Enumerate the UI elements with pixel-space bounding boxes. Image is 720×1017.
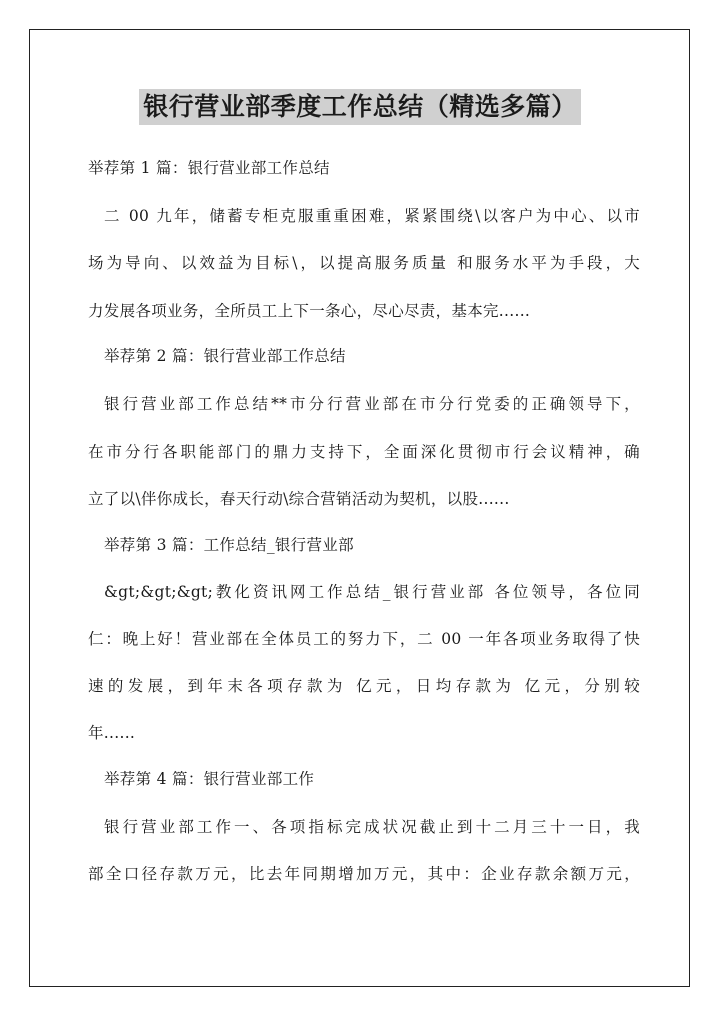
title-block (0, 89, 720, 125)
document-title: 银行营业部季度工作总结（精选多篇） (139, 89, 581, 125)
section-heading-4: 举荐第 4 篇：银行营业部工作 (104, 770, 315, 788)
paragraph-line: 场为导向、以效益为目标\，以提高服务质量 和服务水平为手段，大 (88, 254, 640, 272)
paragraph-line: 在市分行各职能部门的鼎力支持下，全面深化贯彻市行会议精神，确 (88, 443, 640, 461)
paragraph-line: 仁：晚上好！营业部在全体员工的努力下，二 00 一年各项业务取得了快 (88, 630, 640, 648)
paragraph-line: 速的发展，到年末各项存款为 亿元，日均存款为 亿元，分别较 (88, 677, 640, 695)
paragraph-line: &gt;&gt;&gt;教化资讯网工作总结_银行营业部 各位领导，各位同 (104, 583, 640, 601)
paragraph-line: 力发展各项业务，全所员工上下一条心，尽心尽责，基本完...... (88, 302, 531, 320)
paragraph-line: 部全口径存款万元，比去年同期增加万元，其中：企业存款余额万元， (88, 865, 640, 883)
paragraph-line: 年...... (88, 724, 136, 742)
section-heading-3: 举荐第 3 篇：工作总结_银行营业部 (104, 536, 354, 554)
paragraph-line: 二 00 九年，储蓄专柜克服重重困难，紧紧围绕\以客户为中心、以市 (104, 207, 640, 225)
paragraph-line: 立了以\伴你成长，春天行动\综合营销活动为契机，以股...... (88, 490, 510, 508)
section-heading-1: 举荐第 1 篇：银行营业部工作总结 (88, 159, 330, 177)
paragraph-line: 银行营业部工作总结**市分行营业部在市分行党委的正确领导下， (104, 395, 640, 413)
section-heading-2: 举荐第 2 篇：银行营业部工作总结 (104, 347, 346, 365)
paragraph-line: 银行营业部工作一、各项指标完成状况截止到十二月三十一日，我 (104, 818, 640, 836)
